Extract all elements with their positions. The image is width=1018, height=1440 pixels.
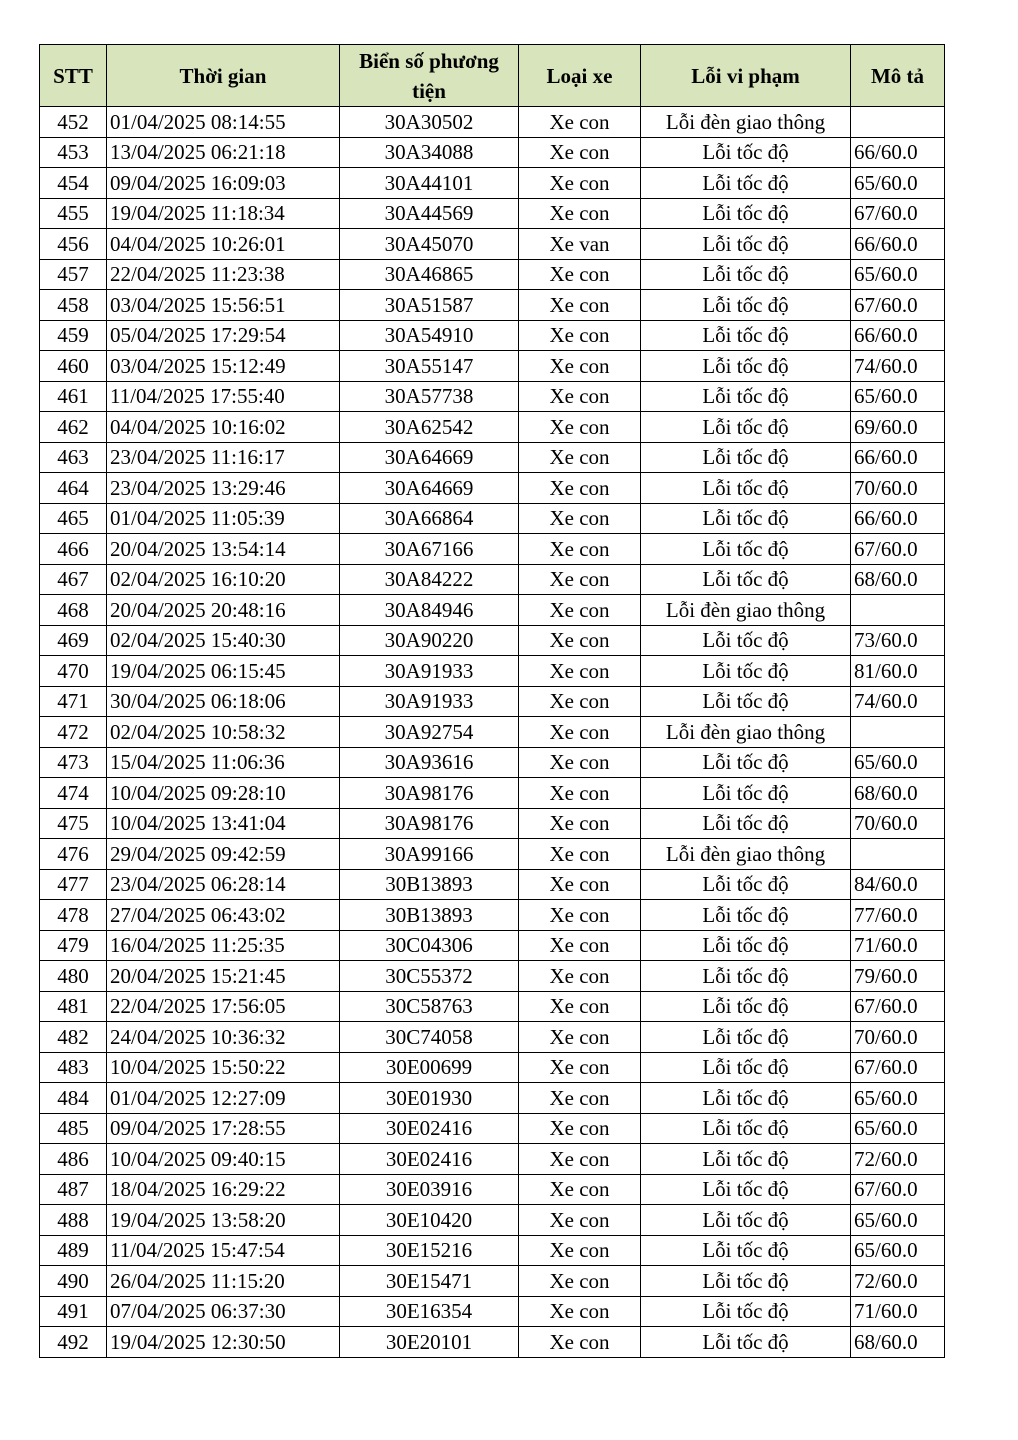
cell-vehicle-type: Xe con <box>519 1052 641 1083</box>
cell-violation: Lỗi tốc độ <box>641 351 851 382</box>
cell-description: 66/60.0 <box>851 442 945 473</box>
cell-description <box>851 595 945 626</box>
cell-violation: Lỗi tốc độ <box>641 1083 851 1114</box>
cell-description <box>851 717 945 748</box>
cell-description: 71/60.0 <box>851 1296 945 1327</box>
cell-description: 65/60.0 <box>851 1205 945 1236</box>
cell-plate: 30A46865 <box>340 259 519 290</box>
cell-time: 26/04/2025 11:15:20 <box>107 1266 340 1297</box>
cell-plate: 30A67166 <box>340 534 519 565</box>
cell-time: 29/04/2025 09:42:59 <box>107 839 340 870</box>
cell-stt: 481 <box>40 991 107 1022</box>
table-row <box>40 1266 945 1297</box>
cell-vehicle-type: Xe con <box>519 503 641 534</box>
cell-description: 72/60.0 <box>851 1266 945 1297</box>
cell-description: 70/60.0 <box>851 808 945 839</box>
cell-vehicle-type: Xe con <box>519 656 641 687</box>
cell-time: 09/04/2025 16:09:03 <box>107 168 340 199</box>
cell-description: 67/60.0 <box>851 534 945 565</box>
cell-vehicle-type: Xe con <box>519 320 641 351</box>
cell-stt: 480 <box>40 961 107 992</box>
table-row <box>40 747 945 778</box>
cell-plate: 30A51587 <box>340 290 519 321</box>
table-row <box>40 259 945 290</box>
cell-vehicle-type: Xe con <box>519 564 641 595</box>
cell-vehicle-type: Xe con <box>519 625 641 656</box>
header-violation: Lỗi vi phạm <box>641 45 851 107</box>
table-row <box>40 1113 945 1144</box>
cell-stt: 489 <box>40 1235 107 1266</box>
header-time: Thời gian <box>107 45 340 107</box>
cell-violation: Lỗi tốc độ <box>641 564 851 595</box>
cell-description: 65/60.0 <box>851 168 945 199</box>
cell-violation: Lỗi tốc độ <box>641 1327 851 1358</box>
cell-description: 67/60.0 <box>851 198 945 229</box>
cell-vehicle-type: Xe con <box>519 1022 641 1053</box>
cell-vehicle-type: Xe con <box>519 137 641 168</box>
cell-stt: 476 <box>40 839 107 870</box>
cell-description: 70/60.0 <box>851 473 945 504</box>
cell-violation: Lỗi tốc độ <box>641 656 851 687</box>
cell-time: 13/04/2025 06:21:18 <box>107 137 340 168</box>
cell-plate: 30C58763 <box>340 991 519 1022</box>
cell-description: 77/60.0 <box>851 900 945 931</box>
cell-stt: 485 <box>40 1113 107 1144</box>
table-row <box>40 381 945 412</box>
cell-time: 03/04/2025 15:56:51 <box>107 290 340 321</box>
cell-vehicle-type: Xe con <box>519 473 641 504</box>
cell-description: 65/60.0 <box>851 381 945 412</box>
cell-violation: Lỗi tốc độ <box>641 137 851 168</box>
cell-vehicle-type: Xe con <box>519 351 641 382</box>
cell-violation: Lỗi tốc độ <box>641 229 851 260</box>
cell-plate: 30A98176 <box>340 808 519 839</box>
cell-stt: 452 <box>40 107 107 138</box>
cell-time: 19/04/2025 12:30:50 <box>107 1327 340 1358</box>
cell-violation: Lỗi tốc độ <box>641 930 851 961</box>
cell-time: 01/04/2025 11:05:39 <box>107 503 340 534</box>
cell-time: 19/04/2025 06:15:45 <box>107 656 340 687</box>
cell-stt: 470 <box>40 656 107 687</box>
cell-vehicle-type: Xe con <box>519 717 641 748</box>
cell-time: 20/04/2025 13:54:14 <box>107 534 340 565</box>
cell-time: 01/04/2025 08:14:55 <box>107 107 340 138</box>
cell-plate: 30B13893 <box>340 869 519 900</box>
cell-stt: 478 <box>40 900 107 931</box>
cell-stt: 465 <box>40 503 107 534</box>
header-stt: STT <box>40 45 107 107</box>
table-row <box>40 808 945 839</box>
cell-vehicle-type: Xe con <box>519 808 641 839</box>
cell-stt: 488 <box>40 1205 107 1236</box>
cell-plate: 30A54910 <box>340 320 519 351</box>
cell-time: 09/04/2025 17:28:55 <box>107 1113 340 1144</box>
cell-violation: Lỗi tốc độ <box>641 1174 851 1205</box>
cell-plate: 30E10420 <box>340 1205 519 1236</box>
cell-description: 66/60.0 <box>851 320 945 351</box>
cell-plate: 30E01930 <box>340 1083 519 1114</box>
cell-vehicle-type: Xe con <box>519 534 641 565</box>
cell-vehicle-type: Xe con <box>519 1235 641 1266</box>
cell-time: 23/04/2025 11:16:17 <box>107 442 340 473</box>
cell-plate: 30A64669 <box>340 473 519 504</box>
cell-description: 73/60.0 <box>851 625 945 656</box>
cell-time: 07/04/2025 06:37:30 <box>107 1296 340 1327</box>
cell-stt: 456 <box>40 229 107 260</box>
cell-description: 65/60.0 <box>851 1083 945 1114</box>
cell-vehicle-type: Xe con <box>519 869 641 900</box>
cell-violation: Lỗi tốc độ <box>641 320 851 351</box>
cell-stt: 482 <box>40 1022 107 1053</box>
table-row <box>40 1083 945 1114</box>
cell-plate: 30A84222 <box>340 564 519 595</box>
cell-description: 71/60.0 <box>851 930 945 961</box>
table-row <box>40 991 945 1022</box>
cell-time: 30/04/2025 06:18:06 <box>107 686 340 717</box>
table-row <box>40 534 945 565</box>
cell-stt: 458 <box>40 290 107 321</box>
cell-plate: 30A92754 <box>340 717 519 748</box>
table-row <box>40 290 945 321</box>
cell-description: 67/60.0 <box>851 991 945 1022</box>
cell-vehicle-type: Xe con <box>519 1174 641 1205</box>
cell-plate: 30A98176 <box>340 778 519 809</box>
cell-stt: 457 <box>40 259 107 290</box>
cell-violation: Lỗi tốc độ <box>641 1205 851 1236</box>
cell-vehicle-type: Xe con <box>519 1266 641 1297</box>
cell-stt: 453 <box>40 137 107 168</box>
cell-description: 65/60.0 <box>851 1235 945 1266</box>
cell-violation: Lỗi tốc độ <box>641 1144 851 1175</box>
cell-time: 10/04/2025 09:40:15 <box>107 1144 340 1175</box>
cell-violation: Lỗi tốc độ <box>641 168 851 199</box>
cell-vehicle-type: Xe con <box>519 1113 641 1144</box>
cell-description: 66/60.0 <box>851 229 945 260</box>
table-row <box>40 1296 945 1327</box>
cell-plate: 30A93616 <box>340 747 519 778</box>
cell-description: 70/60.0 <box>851 1022 945 1053</box>
table-row <box>40 1327 945 1358</box>
cell-description: 69/60.0 <box>851 412 945 443</box>
cell-time: 23/04/2025 13:29:46 <box>107 473 340 504</box>
cell-plate: 30A99166 <box>340 839 519 870</box>
cell-plate: 30A84946 <box>340 595 519 626</box>
cell-time: 15/04/2025 11:06:36 <box>107 747 340 778</box>
cell-description: 66/60.0 <box>851 503 945 534</box>
cell-time: 20/04/2025 15:21:45 <box>107 961 340 992</box>
cell-stt: 455 <box>40 198 107 229</box>
table-row <box>40 930 945 961</box>
cell-description: 74/60.0 <box>851 686 945 717</box>
cell-violation: Lỗi tốc độ <box>641 1235 851 1266</box>
cell-violation: Lỗi tốc độ <box>641 1113 851 1144</box>
table-row <box>40 778 945 809</box>
cell-violation: Lỗi tốc độ <box>641 1022 851 1053</box>
table-row <box>40 656 945 687</box>
cell-stt: 483 <box>40 1052 107 1083</box>
table-row <box>40 961 945 992</box>
cell-vehicle-type: Xe con <box>519 778 641 809</box>
cell-violation: Lỗi tốc độ <box>641 198 851 229</box>
cell-stt: 461 <box>40 381 107 412</box>
cell-description: 67/60.0 <box>851 290 945 321</box>
cell-violation: Lỗi tốc độ <box>641 991 851 1022</box>
cell-violation: Lỗi tốc độ <box>641 442 851 473</box>
cell-plate: 30A66864 <box>340 503 519 534</box>
cell-plate: 30E16354 <box>340 1296 519 1327</box>
header-description: Mô tả <box>851 45 945 107</box>
cell-time: 22/04/2025 11:23:38 <box>107 259 340 290</box>
cell-plate: 30E00699 <box>340 1052 519 1083</box>
cell-violation: Lỗi tốc độ <box>641 473 851 504</box>
cell-time: 22/04/2025 17:56:05 <box>107 991 340 1022</box>
cell-time: 24/04/2025 10:36:32 <box>107 1022 340 1053</box>
cell-vehicle-type: Xe con <box>519 686 641 717</box>
cell-time: 02/04/2025 10:58:32 <box>107 717 340 748</box>
cell-description: 68/60.0 <box>851 564 945 595</box>
cell-vehicle-type: Xe van <box>519 229 641 260</box>
cell-plate: 30C74058 <box>340 1022 519 1053</box>
cell-plate: 30A91933 <box>340 656 519 687</box>
cell-violation: Lỗi tốc độ <box>641 1296 851 1327</box>
cell-plate: 30A44101 <box>340 168 519 199</box>
cell-violation: Lỗi tốc độ <box>641 778 851 809</box>
cell-plate: 30A44569 <box>340 198 519 229</box>
header-plate: Biển số phương tiện <box>340 45 519 107</box>
cell-violation: Lỗi tốc độ <box>641 869 851 900</box>
cell-plate: 30A91933 <box>340 686 519 717</box>
cell-description: 66/60.0 <box>851 137 945 168</box>
cell-time: 16/04/2025 11:25:35 <box>107 930 340 961</box>
cell-plate: 30A30502 <box>340 107 519 138</box>
cell-vehicle-type: Xe con <box>519 1327 641 1358</box>
cell-violation: Lỗi tốc độ <box>641 259 851 290</box>
table-row <box>40 717 945 748</box>
cell-time: 19/04/2025 13:58:20 <box>107 1205 340 1236</box>
table-row <box>40 1235 945 1266</box>
cell-description <box>851 107 945 138</box>
cell-time: 10/04/2025 13:41:04 <box>107 808 340 839</box>
table-row <box>40 168 945 199</box>
cell-plate: 30A55147 <box>340 351 519 382</box>
cell-violation: Lỗi tốc độ <box>641 381 851 412</box>
cell-stt: 454 <box>40 168 107 199</box>
violations-table <box>39 44 945 1358</box>
cell-stt: 464 <box>40 473 107 504</box>
cell-stt: 472 <box>40 717 107 748</box>
cell-stt: 467 <box>40 564 107 595</box>
table-row <box>40 1174 945 1205</box>
table-body <box>40 107 945 1358</box>
cell-description: 65/60.0 <box>851 747 945 778</box>
cell-time: 10/04/2025 15:50:22 <box>107 1052 340 1083</box>
header-row <box>40 45 945 107</box>
cell-time: 04/04/2025 10:26:01 <box>107 229 340 260</box>
cell-description: 68/60.0 <box>851 778 945 809</box>
cell-plate: 30E15216 <box>340 1235 519 1266</box>
cell-plate: 30A64669 <box>340 442 519 473</box>
table-row <box>40 1144 945 1175</box>
table-row <box>40 1205 945 1236</box>
table-row <box>40 473 945 504</box>
cell-vehicle-type: Xe con <box>519 290 641 321</box>
cell-stt: 492 <box>40 1327 107 1358</box>
cell-plate: 30A57738 <box>340 381 519 412</box>
table-row <box>40 839 945 870</box>
table-row <box>40 412 945 443</box>
cell-description: 79/60.0 <box>851 961 945 992</box>
table-row <box>40 1022 945 1053</box>
cell-stt: 468 <box>40 595 107 626</box>
cell-stt: 477 <box>40 869 107 900</box>
cell-stt: 466 <box>40 534 107 565</box>
cell-time: 11/04/2025 17:55:40 <box>107 381 340 412</box>
cell-plate: 30B13893 <box>340 900 519 931</box>
cell-plate: 30A90220 <box>340 625 519 656</box>
cell-time: 01/04/2025 12:27:09 <box>107 1083 340 1114</box>
cell-violation: Lỗi đèn giao thông <box>641 107 851 138</box>
cell-description: 72/60.0 <box>851 1144 945 1175</box>
cell-vehicle-type: Xe con <box>519 839 641 870</box>
table-row <box>40 503 945 534</box>
cell-time: 18/04/2025 16:29:22 <box>107 1174 340 1205</box>
cell-time: 10/04/2025 09:28:10 <box>107 778 340 809</box>
cell-plate: 30E03916 <box>340 1174 519 1205</box>
table-row <box>40 320 945 351</box>
cell-stt: 463 <box>40 442 107 473</box>
cell-vehicle-type: Xe con <box>519 1296 641 1327</box>
cell-plate: 30A62542 <box>340 412 519 443</box>
header-vehicle-type: Loại xe <box>519 45 641 107</box>
cell-stt: 486 <box>40 1144 107 1175</box>
cell-description: 67/60.0 <box>851 1052 945 1083</box>
cell-violation: Lỗi tốc độ <box>641 412 851 443</box>
cell-time: 05/04/2025 17:29:54 <box>107 320 340 351</box>
cell-violation: Lỗi tốc độ <box>641 747 851 778</box>
table-row <box>40 869 945 900</box>
cell-description: 84/60.0 <box>851 869 945 900</box>
cell-stt: 473 <box>40 747 107 778</box>
table-row <box>40 1052 945 1083</box>
cell-stt: 479 <box>40 930 107 961</box>
cell-stt: 459 <box>40 320 107 351</box>
table-header <box>40 45 945 107</box>
cell-plate: 30E15471 <box>340 1266 519 1297</box>
cell-vehicle-type: Xe con <box>519 107 641 138</box>
table-row <box>40 625 945 656</box>
cell-violation: Lỗi đèn giao thông <box>641 839 851 870</box>
cell-description: 68/60.0 <box>851 1327 945 1358</box>
table-row <box>40 442 945 473</box>
table-row <box>40 900 945 931</box>
cell-time: 11/04/2025 15:47:54 <box>107 1235 340 1266</box>
cell-vehicle-type: Xe con <box>519 991 641 1022</box>
cell-stt: 490 <box>40 1266 107 1297</box>
cell-stt: 484 <box>40 1083 107 1114</box>
cell-description: 65/60.0 <box>851 259 945 290</box>
cell-violation: Lỗi đèn giao thông <box>641 717 851 748</box>
cell-stt: 475 <box>40 808 107 839</box>
cell-violation: Lỗi đèn giao thông <box>641 595 851 626</box>
cell-description: 74/60.0 <box>851 351 945 382</box>
cell-violation: Lỗi tốc độ <box>641 900 851 931</box>
cell-violation: Lỗi tốc độ <box>641 625 851 656</box>
cell-description: 67/60.0 <box>851 1174 945 1205</box>
cell-violation: Lỗi tốc độ <box>641 1266 851 1297</box>
table-row <box>40 595 945 626</box>
table-row <box>40 229 945 260</box>
cell-vehicle-type: Xe con <box>519 198 641 229</box>
cell-plate: 30E02416 <box>340 1113 519 1144</box>
cell-vehicle-type: Xe con <box>519 259 641 290</box>
cell-stt: 460 <box>40 351 107 382</box>
cell-time: 20/04/2025 20:48:16 <box>107 595 340 626</box>
cell-time: 19/04/2025 11:18:34 <box>107 198 340 229</box>
cell-description: 65/60.0 <box>851 1113 945 1144</box>
cell-vehicle-type: Xe con <box>519 1205 641 1236</box>
cell-stt: 469 <box>40 625 107 656</box>
cell-vehicle-type: Xe con <box>519 961 641 992</box>
cell-vehicle-type: Xe con <box>519 381 641 412</box>
cell-violation: Lỗi tốc độ <box>641 503 851 534</box>
table-row <box>40 137 945 168</box>
table-row <box>40 198 945 229</box>
cell-violation: Lỗi tốc độ <box>641 1052 851 1083</box>
cell-violation: Lỗi tốc độ <box>641 686 851 717</box>
cell-plate: 30A45070 <box>340 229 519 260</box>
cell-vehicle-type: Xe con <box>519 900 641 931</box>
table-row <box>40 351 945 382</box>
cell-plate: 30C04306 <box>340 930 519 961</box>
cell-time: 04/04/2025 10:16:02 <box>107 412 340 443</box>
cell-plate: 30E02416 <box>340 1144 519 1175</box>
cell-violation: Lỗi tốc độ <box>641 961 851 992</box>
cell-violation: Lỗi tốc độ <box>641 808 851 839</box>
cell-description <box>851 839 945 870</box>
cell-vehicle-type: Xe con <box>519 595 641 626</box>
cell-violation: Lỗi tốc độ <box>641 534 851 565</box>
cell-stt: 462 <box>40 412 107 443</box>
cell-time: 03/04/2025 15:12:49 <box>107 351 340 382</box>
cell-time: 02/04/2025 15:40:30 <box>107 625 340 656</box>
cell-stt: 487 <box>40 1174 107 1205</box>
table-row <box>40 564 945 595</box>
cell-time: 23/04/2025 06:28:14 <box>107 869 340 900</box>
cell-vehicle-type: Xe con <box>519 1083 641 1114</box>
cell-vehicle-type: Xe con <box>519 747 641 778</box>
cell-time: 27/04/2025 06:43:02 <box>107 900 340 931</box>
cell-vehicle-type: Xe con <box>519 168 641 199</box>
table-row <box>40 107 945 138</box>
cell-plate: 30E20101 <box>340 1327 519 1358</box>
table-row <box>40 686 945 717</box>
cell-vehicle-type: Xe con <box>519 412 641 443</box>
cell-vehicle-type: Xe con <box>519 442 641 473</box>
cell-violation: Lỗi tốc độ <box>641 290 851 321</box>
cell-stt: 491 <box>40 1296 107 1327</box>
cell-vehicle-type: Xe con <box>519 930 641 961</box>
cell-time: 02/04/2025 16:10:20 <box>107 564 340 595</box>
cell-plate: 30A34088 <box>340 137 519 168</box>
cell-stt: 471 <box>40 686 107 717</box>
cell-description: 81/60.0 <box>851 656 945 687</box>
cell-stt: 474 <box>40 778 107 809</box>
cell-vehicle-type: Xe con <box>519 1144 641 1175</box>
cell-plate: 30C55372 <box>340 961 519 992</box>
